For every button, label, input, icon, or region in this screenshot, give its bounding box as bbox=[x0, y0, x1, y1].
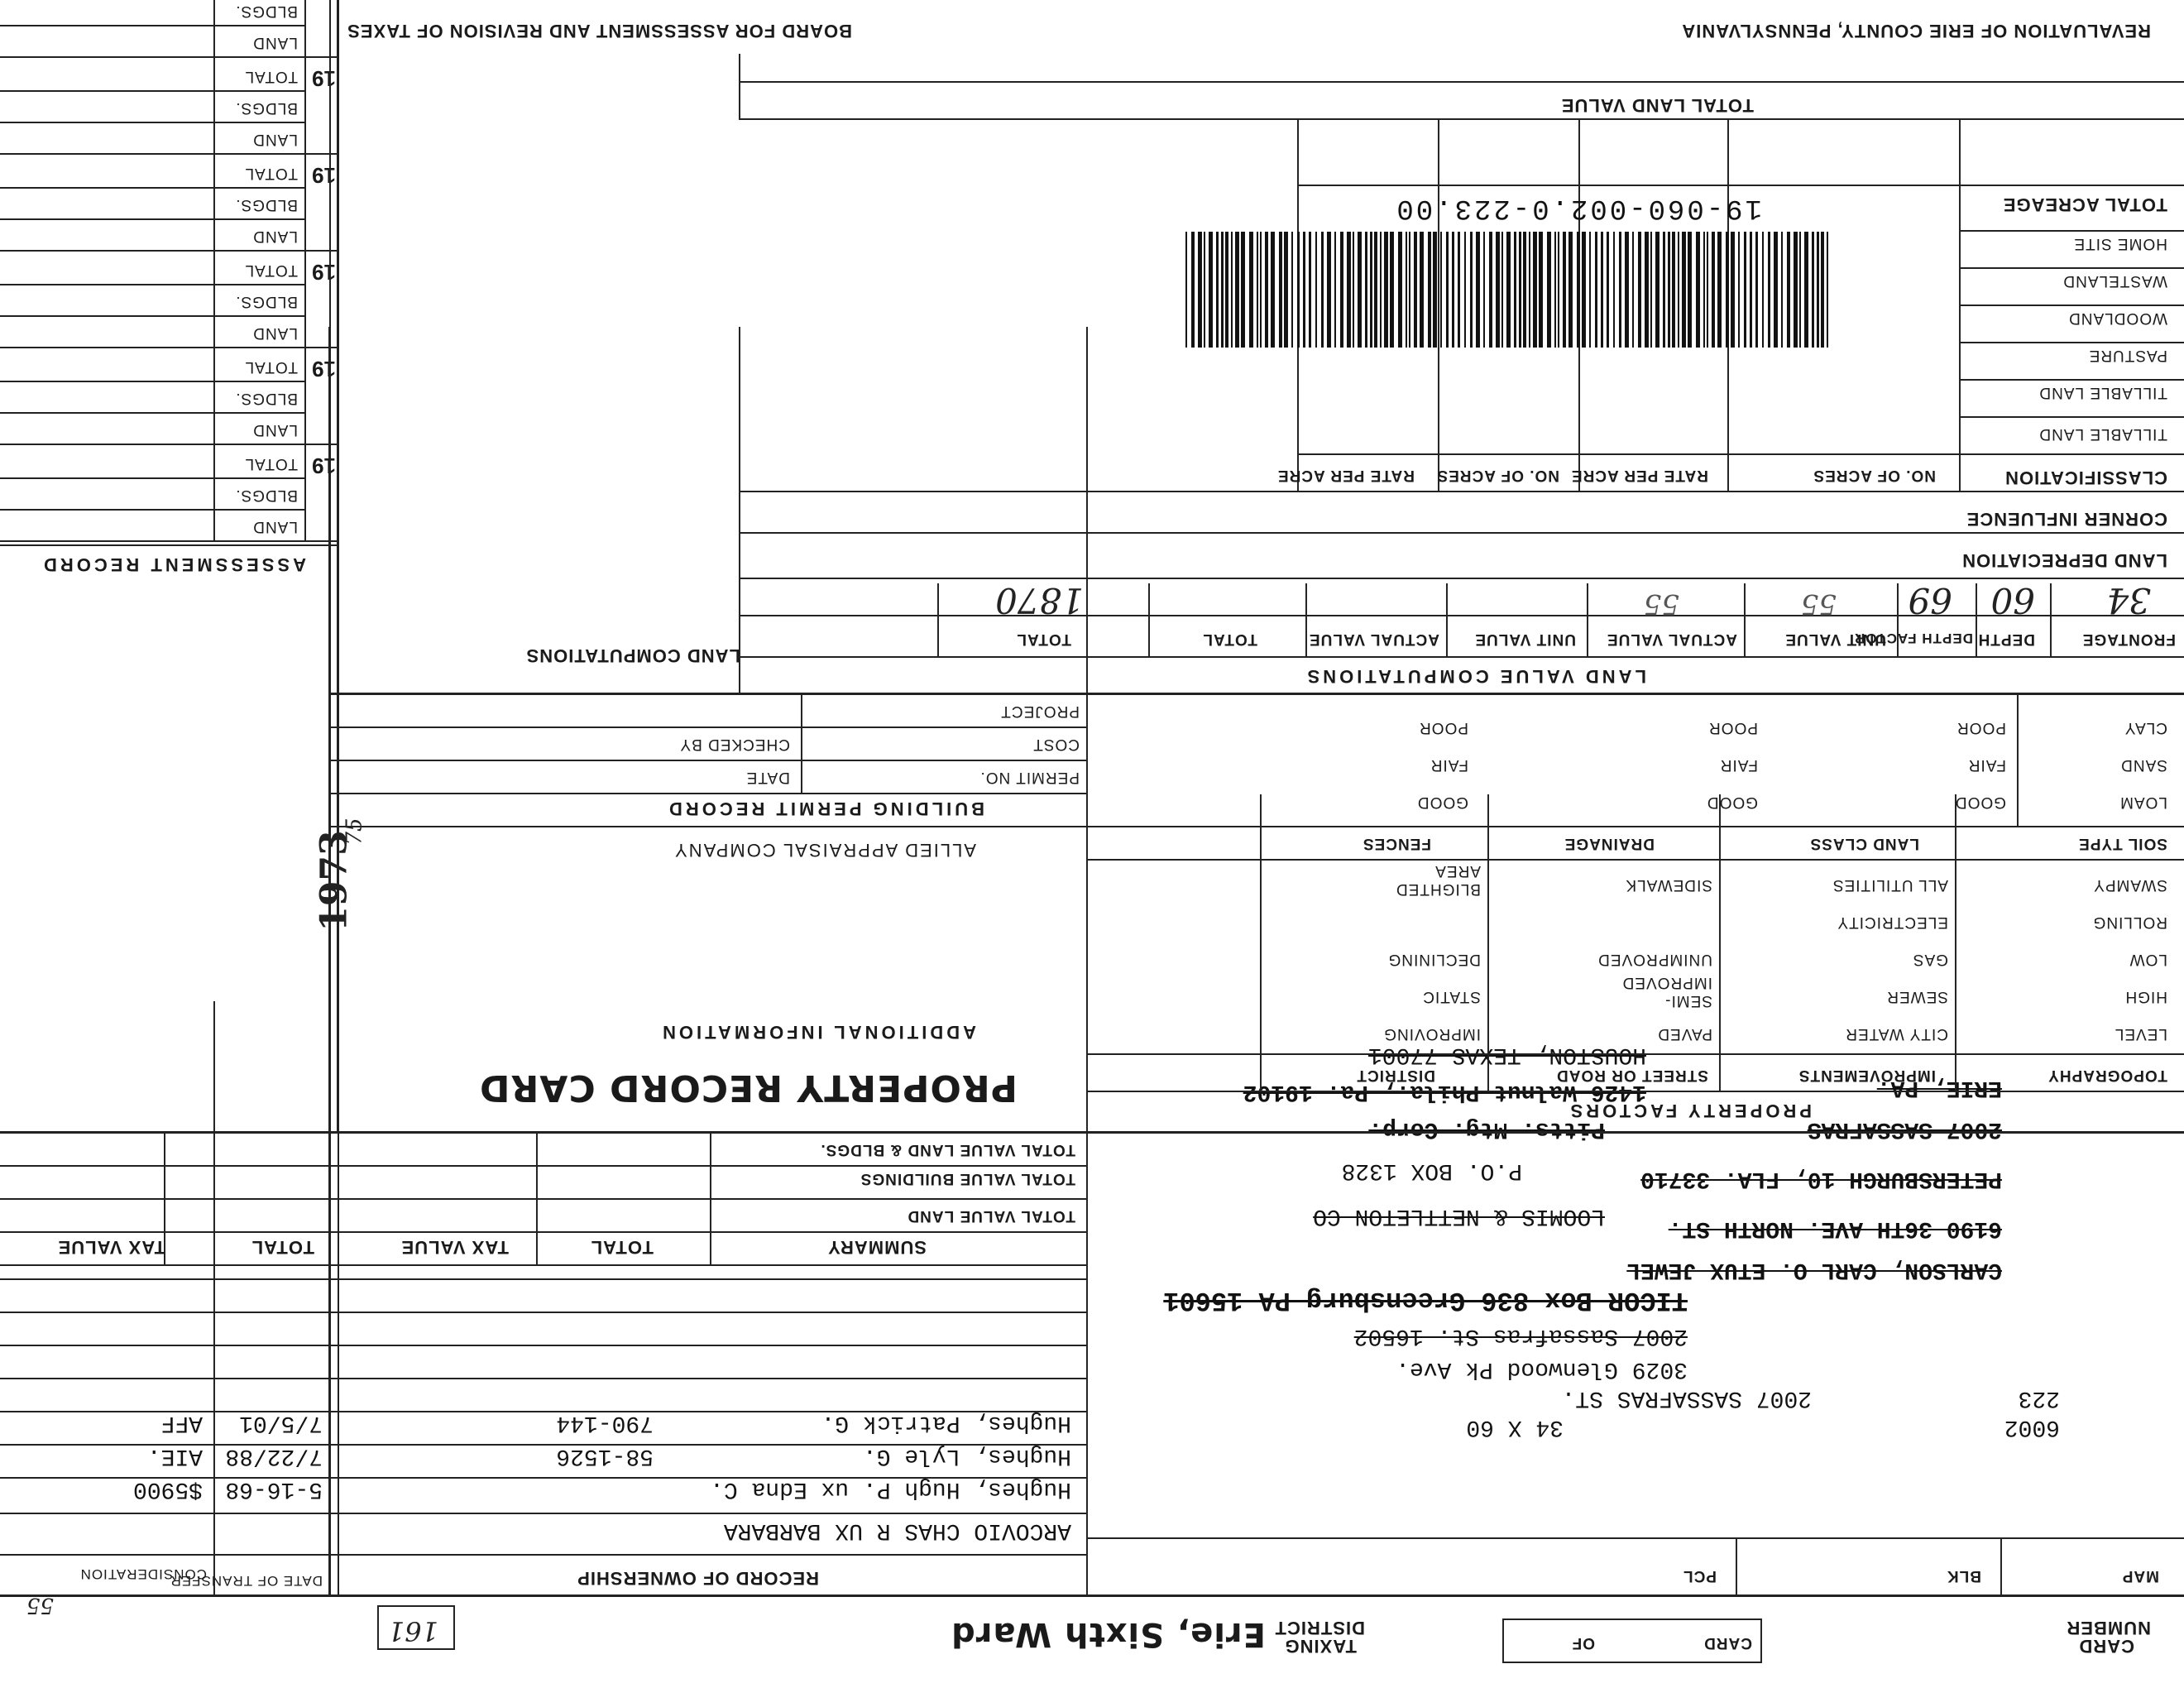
lv-col: DEPTH bbox=[1977, 631, 2035, 648]
assessment-row-label: BLDGS. bbox=[235, 99, 298, 117]
barcode-bar bbox=[1464, 232, 1466, 348]
transfer-date: 7/22/88 bbox=[225, 1443, 323, 1469]
barcode-bar bbox=[1265, 232, 1268, 348]
barcode-bar bbox=[1794, 232, 1798, 348]
corner-mark: 55 bbox=[26, 1593, 54, 1618]
barcode-bar bbox=[1696, 232, 1700, 348]
factor-col-district: DISTRICT bbox=[1356, 1067, 1435, 1084]
assessment-row-label: TOTAL bbox=[244, 165, 298, 182]
barcode-bar bbox=[1284, 232, 1288, 348]
barcode-bar bbox=[1489, 232, 1492, 348]
barcode-bar bbox=[1817, 232, 1819, 348]
owner-name: ARCOVIO CHAS R UX BARBARA bbox=[723, 1518, 1071, 1543]
barcode-bar bbox=[1625, 232, 1629, 348]
assessment-year-prefix: 19 bbox=[312, 66, 336, 91]
summary-tax-value-header: TAX VALUE bbox=[400, 1237, 509, 1258]
grade-item: FAIR bbox=[1430, 756, 1468, 774]
district-item: STATIC bbox=[1422, 988, 1481, 1005]
title-left: REVALUATION OF ERIE COUNTY, PENNSYLVANIA bbox=[1681, 21, 2151, 41]
grade-item: FAIR bbox=[1719, 756, 1758, 774]
summary-total-header-2: TOTAL bbox=[251, 1237, 314, 1258]
barcode-bar bbox=[1688, 232, 1692, 348]
total-land-value-label: TOTAL LAND VALUE bbox=[1560, 95, 1754, 116]
title-right: BOARD FOR ASSESSMENT AND REVISION OF TAXES bbox=[347, 21, 852, 41]
district-item: DECLINING bbox=[1387, 951, 1481, 968]
barcode-bar bbox=[1420, 232, 1424, 348]
property-record-card-title: PROPERTY RECORD CARD bbox=[478, 1067, 1018, 1109]
barcode-bar bbox=[1390, 232, 1394, 348]
barcode-bars bbox=[1175, 232, 1828, 348]
soil-item: LOAM bbox=[2119, 794, 2167, 811]
barcode-bar bbox=[1406, 232, 1407, 348]
classification-label: CLASSIFICATION bbox=[2004, 468, 2167, 488]
barcode-bar bbox=[1191, 232, 1195, 348]
barcode-bar bbox=[1235, 232, 1239, 348]
address-line: ERIE, PA. bbox=[1876, 1075, 2002, 1101]
barcode-bar bbox=[1781, 232, 1783, 348]
owner-name: Hughes, Patrick G. bbox=[821, 1410, 1071, 1436]
no-of-acres-label: NO. OF ACRES bbox=[1813, 467, 1936, 484]
barcode-bar bbox=[1582, 232, 1586, 348]
barcode-bar bbox=[1428, 232, 1431, 348]
barcode-bar bbox=[1347, 232, 1351, 348]
improvement-item: ALL UTILITIES bbox=[1832, 876, 1948, 894]
barcode-bar bbox=[1327, 232, 1331, 348]
topo-item: ROLLING bbox=[2092, 914, 2167, 931]
depth-factor-value: 69 bbox=[1908, 580, 1952, 621]
barcode-bar bbox=[1738, 232, 1740, 348]
assessment-year-block bbox=[0, 153, 339, 252]
barcode-bar bbox=[1353, 232, 1354, 348]
assessment-row-label: BLDGS. bbox=[235, 293, 298, 310]
assessment-row-label: TOTAL bbox=[244, 261, 298, 279]
assessment-row-label: LAND bbox=[252, 34, 298, 51]
assessment-row-label: TOTAL bbox=[244, 68, 298, 85]
barcode-bar bbox=[1804, 232, 1808, 348]
assessment-record-table bbox=[0, 0, 339, 542]
consideration-header: CONSIDERATION bbox=[79, 1566, 207, 1582]
district-item: IMPROVING bbox=[1383, 1025, 1481, 1043]
card-label: CARD bbox=[1703, 1634, 1752, 1652]
transfer-date: 5-16-68 bbox=[225, 1476, 323, 1502]
permit-cost-label: COST bbox=[1032, 736, 1080, 753]
barcode-bar bbox=[1812, 232, 1814, 348]
land-value-header: LAND VALUE COMPUTATIONS bbox=[1304, 666, 1646, 687]
lv-col: DEPTH FACTOR bbox=[1854, 631, 1973, 646]
street-item: PAVED bbox=[1657, 1025, 1712, 1043]
pcl-label: PCL bbox=[1683, 1567, 1717, 1585]
lv-col: FRONTAGE bbox=[2081, 631, 2176, 648]
barcode-bar bbox=[1712, 232, 1715, 348]
address-line: 2007 SASSAFRAS bbox=[1807, 1116, 2002, 1142]
address-list bbox=[1092, 819, 2002, 1382]
consideration: $5900 bbox=[132, 1476, 203, 1502]
barcode-bar bbox=[1297, 232, 1300, 348]
barcode-bar bbox=[1577, 232, 1580, 348]
barcode-bar bbox=[1547, 232, 1551, 348]
barcode-bar bbox=[1204, 232, 1205, 348]
barcode-text: 19-060-002.0-223.00 bbox=[1394, 192, 1762, 223]
barcode-bar bbox=[1607, 232, 1609, 348]
barcode-bar bbox=[1619, 232, 1621, 348]
lv-col: ACTUAL VALUE bbox=[1606, 631, 1737, 648]
barcode-bar bbox=[1539, 232, 1543, 348]
lv-col: TOTAL bbox=[1202, 631, 1257, 648]
land-value-column-row bbox=[740, 616, 2184, 658]
barcode-bar bbox=[1225, 232, 1228, 348]
barcode-bar bbox=[1774, 232, 1778, 348]
barcode-bar bbox=[1827, 232, 1828, 348]
barcode-bar bbox=[1595, 232, 1597, 348]
address-line: LOOMIS & NETTLETON CO bbox=[1313, 1203, 1605, 1229]
summary-row: TOTAL VALUE LAND bbox=[907, 1207, 1075, 1225]
permit-date-label: DATE bbox=[745, 769, 790, 786]
assessment-year-prefix: 19 bbox=[312, 453, 336, 478]
barcode-bar bbox=[1409, 232, 1410, 348]
rate-per-acre-label: RATE PER ACRE bbox=[1570, 467, 1708, 484]
land-computations-label: LAND COMPUTATIONS bbox=[525, 645, 740, 666]
improvement-item: GAS bbox=[1912, 951, 1948, 968]
acreage-row: TILLABLE LAND bbox=[2038, 425, 2167, 443]
assessment-year-block bbox=[0, 56, 339, 155]
barcode-bar bbox=[1216, 232, 1219, 348]
actual-value-1: 55 bbox=[1643, 587, 1679, 621]
grade-item: GOOD bbox=[1954, 794, 2006, 811]
ownership-header: RECORD OF OWNERSHIP bbox=[577, 1568, 819, 1589]
barcode-bar bbox=[1821, 232, 1824, 348]
factor-sub-drainage: DRAINAGE bbox=[1564, 835, 1655, 852]
barcode-bar bbox=[1744, 232, 1746, 348]
topo-item: HIGH bbox=[2124, 988, 2167, 1005]
barcode-bar bbox=[1446, 232, 1449, 348]
topo-item: LEVEL bbox=[2114, 1025, 2167, 1043]
barcode-bar bbox=[1440, 232, 1442, 348]
street-item: UNIMPROVED bbox=[1597, 951, 1712, 968]
grade-item: POOR bbox=[1708, 719, 1758, 736]
improvement-item: CITY WATER bbox=[1845, 1025, 1948, 1043]
barcode-bar bbox=[1315, 232, 1317, 348]
topo-item: LOW bbox=[2129, 951, 2167, 968]
no-of-acres-label-2: NO. OF ACRES bbox=[1436, 467, 1559, 484]
barcode-bar bbox=[1533, 232, 1537, 348]
barcode-bar bbox=[1365, 232, 1367, 348]
owner-name: Hughes, Hugh P. ux Edna C. bbox=[710, 1476, 1071, 1502]
assessment-year-block bbox=[0, 0, 339, 58]
transfer-date: 7/5/01 bbox=[239, 1410, 323, 1436]
barcode-bar bbox=[1672, 232, 1675, 348]
building-permit-header: BUILDING PERMIT RECORD bbox=[666, 798, 984, 819]
address-line: Pitts. Mtg. Corp. bbox=[1368, 1116, 1605, 1142]
assessment-row-label: BLDGS. bbox=[235, 2, 298, 20]
barcode-bar bbox=[1231, 232, 1233, 348]
barcode-bar bbox=[1762, 232, 1764, 348]
summary-tax-value-header-2: TAX VALUE bbox=[57, 1237, 165, 1258]
barcode-bar bbox=[1340, 232, 1343, 348]
barcode-bar bbox=[1470, 232, 1473, 348]
parcel-barcode bbox=[1001, 174, 1828, 364]
barcode-bar bbox=[1291, 232, 1293, 348]
factor-col-improvements: IMPROVEMENTS bbox=[1798, 1067, 1936, 1084]
soil-item: SAND bbox=[2120, 756, 2167, 774]
parcel-number: 223 bbox=[2018, 1385, 2060, 1411]
assessment-row-label: TOTAL bbox=[244, 455, 298, 472]
additional-info-header: ADDITIONAL INFORMATION bbox=[659, 1022, 976, 1043]
acreage-row: PASTURE bbox=[2088, 347, 2167, 364]
unit-value-1: 55 bbox=[1800, 587, 1837, 621]
address-line: 6190 36TH AVE. NORTH ST. bbox=[1668, 1216, 2002, 1241]
assessment-year-block bbox=[0, 250, 339, 348]
barcode-bar bbox=[1650, 232, 1652, 348]
assessment-year-block bbox=[0, 444, 339, 542]
parcel-dimensions: 34 X 60 bbox=[1466, 1414, 1564, 1440]
frontage-value: 34 bbox=[2106, 580, 2151, 621]
barcode-bar bbox=[1241, 232, 1245, 348]
deed-book: 790-144 bbox=[556, 1410, 654, 1436]
consideration: AIE. bbox=[146, 1443, 203, 1469]
assessment-handwritten-year: 1973 bbox=[313, 830, 356, 932]
land-total-value: 1870 bbox=[995, 580, 1084, 621]
barcode-bar bbox=[1703, 232, 1705, 348]
acreage-row: TOTAL ACREAGE bbox=[2002, 194, 2167, 215]
address-line: PETERSBURGH 10, FLA. 33710 bbox=[1640, 1166, 2002, 1192]
barcode-bar bbox=[1589, 232, 1591, 348]
barcode-bar bbox=[1678, 232, 1679, 348]
lv-col: ACTUAL VALUE bbox=[1308, 631, 1439, 648]
address-line: 3029 Glenwood Pk Ave. bbox=[1396, 1356, 1688, 1382]
barcode-bar bbox=[1334, 232, 1336, 348]
address-line: 1426 Walnut Phila., Pa. 19102 bbox=[1243, 1079, 1646, 1105]
grade-item: POOR bbox=[1956, 719, 2006, 736]
assessment-row-label: LAND bbox=[252, 324, 298, 342]
improvement-item: ELECTRICITY bbox=[1837, 914, 1948, 931]
assessment-year-block bbox=[0, 347, 339, 445]
allied-appraisal-company: ALLIED APPRAISAL COMPANY bbox=[673, 840, 976, 861]
assessment-row-label: BLDGS. bbox=[235, 196, 298, 213]
deed-book: 58-1526 bbox=[556, 1443, 654, 1469]
barcode-bar bbox=[1755, 232, 1758, 348]
barcode-bar bbox=[1221, 232, 1224, 348]
barcode-bar bbox=[1502, 232, 1503, 348]
assessment-row-label: LAND bbox=[252, 228, 298, 245]
factor-col-topography: TOPOGRAPHY bbox=[2048, 1067, 2167, 1084]
barcode-bar bbox=[1554, 232, 1556, 348]
barcode-bar bbox=[1309, 232, 1311, 348]
assessment-year-prefix: 19 bbox=[312, 260, 336, 285]
improvement-item: SEWER bbox=[1886, 988, 1948, 1005]
barcode-bar bbox=[1380, 232, 1382, 348]
factor-sub-soil: SOIL TYPE bbox=[2078, 835, 2167, 852]
acreage-row: TILLABLE LAND bbox=[2038, 384, 2167, 401]
barcode-bar bbox=[1209, 232, 1213, 348]
barcode-bar bbox=[1558, 232, 1559, 348]
date-of-transfer-header: DATE OF TRANSFER bbox=[170, 1573, 323, 1589]
district-item: BLIGHTED AREA bbox=[1395, 862, 1481, 898]
permit-project-label: PROJECT bbox=[1000, 703, 1080, 720]
barcode-bar bbox=[1645, 232, 1649, 348]
barcode-bar bbox=[1613, 232, 1615, 348]
barcode-bar bbox=[1632, 232, 1634, 348]
grade-item: GOOD bbox=[1706, 794, 1758, 811]
grade-item: FAIR bbox=[1967, 756, 2006, 774]
address-line: CARLSON, CARL O. ETUX JEWEL bbox=[1626, 1257, 2002, 1283]
barcode-bar bbox=[1717, 232, 1722, 348]
barcode-bar bbox=[1458, 232, 1460, 348]
barcode-bar bbox=[1726, 232, 1729, 348]
taxing-label-1: TAXING bbox=[1284, 1636, 1357, 1657]
district-stamp-number: 161 bbox=[387, 1615, 438, 1647]
summary-row: TOTAL VALUE BUILDINGS bbox=[860, 1170, 1075, 1187]
map-label: MAP bbox=[2121, 1567, 2159, 1585]
assessment-handwritten-value: 75 bbox=[342, 818, 367, 846]
lv-col: UNIT VALUE bbox=[1474, 631, 1576, 648]
assessment-row-label: LAND bbox=[252, 518, 298, 535]
barcode-bar bbox=[1303, 232, 1305, 348]
consideration: AFF bbox=[160, 1410, 203, 1436]
barcode-bar bbox=[1496, 232, 1500, 348]
street-item: SIDEWALK bbox=[1625, 876, 1712, 894]
assessment-row-label: LAND bbox=[252, 421, 298, 439]
barcode-bar bbox=[1799, 232, 1801, 348]
barcode-bar bbox=[1750, 232, 1752, 348]
summary-total-header: TOTAL bbox=[590, 1237, 654, 1258]
topo-item: SWAMPY bbox=[2093, 876, 2167, 894]
barcode-bar bbox=[1249, 232, 1253, 348]
corner-influence-label: CORNER INFLUENCE bbox=[1966, 509, 2167, 530]
assessment-header: ASSESSMENT RECORD bbox=[40, 554, 306, 575]
assessment-row-label: BLDGS. bbox=[235, 487, 298, 504]
barcode-bar bbox=[1638, 232, 1641, 348]
grade-item: GOOD bbox=[1416, 794, 1468, 811]
parcel-id-left: 6002 bbox=[2004, 1414, 2060, 1440]
barcode-bar bbox=[1506, 232, 1511, 348]
barcode-bar bbox=[1663, 232, 1665, 348]
barcode-bar bbox=[1787, 232, 1790, 348]
lv-col: UNIT VALUE bbox=[1784, 631, 1886, 648]
acreage-row: WOODLAND bbox=[2068, 309, 2167, 327]
district-stamp-box bbox=[377, 1605, 455, 1650]
barcode-bar bbox=[1433, 232, 1437, 348]
owner-name: Hughes, Lyle G. bbox=[862, 1443, 1071, 1469]
barcode-bar bbox=[1271, 232, 1275, 348]
grade-item: POOR bbox=[1419, 719, 1468, 736]
barcode-bar bbox=[1707, 232, 1708, 348]
summary-header: SUMMARY bbox=[827, 1237, 927, 1258]
permit-no-label: PERMIT NO. bbox=[979, 769, 1080, 786]
taxing-district-value: Erie, Sixth Ward bbox=[951, 1615, 1266, 1653]
barcode-bar bbox=[1358, 232, 1362, 348]
of-label: OF bbox=[1571, 1634, 1595, 1652]
barcode-bar bbox=[1514, 232, 1516, 348]
barcode-bar bbox=[1563, 232, 1566, 348]
barcode-bar bbox=[1384, 232, 1388, 348]
acreage-row: HOME SITE bbox=[2073, 235, 2167, 252]
acreage-row: WASTELAND bbox=[2062, 272, 2167, 290]
factor-sub-fences: FENCES bbox=[1362, 835, 1431, 852]
assessment-year-prefix: 19 bbox=[312, 163, 336, 188]
barcode-bar bbox=[1185, 232, 1187, 348]
assessment-row-label: LAND bbox=[252, 131, 298, 148]
card-number-label-2: NUMBER bbox=[2066, 1618, 2151, 1638]
barcode-bar bbox=[1452, 232, 1454, 348]
barcode-bar bbox=[1414, 232, 1417, 348]
barcode-bar bbox=[1601, 232, 1603, 348]
barcode-bar bbox=[1731, 232, 1735, 348]
assessment-year-prefix: 19 bbox=[312, 357, 336, 381]
barcode-bar bbox=[1398, 232, 1402, 348]
barcode-bar bbox=[1569, 232, 1573, 348]
address-line: TICOR Box 836 Greensburg PA 15601 bbox=[1163, 1285, 1688, 1316]
card-of-box bbox=[1502, 1618, 1762, 1663]
rate-per-acre-label-2: RATE PER ACRE bbox=[1276, 467, 1415, 484]
barcode-bar bbox=[1668, 232, 1670, 348]
address-line: P.O. BOX 1328 bbox=[1341, 1158, 1522, 1183]
blk-label: BLK bbox=[1946, 1567, 1981, 1585]
assessment-row-label: TOTAL bbox=[244, 358, 298, 376]
barcode-bar bbox=[1260, 232, 1262, 348]
barcode-bar bbox=[1257, 232, 1258, 348]
barcode-bar bbox=[1682, 232, 1686, 348]
address-line: 2007 Sassafras St. 16502 bbox=[1353, 1323, 1688, 1349]
barcode-bar bbox=[1519, 232, 1521, 348]
assessment-row-label: BLDGS. bbox=[235, 390, 298, 407]
barcode-bar bbox=[1529, 232, 1530, 348]
barcode-bar bbox=[1321, 232, 1324, 348]
barcode-bar bbox=[1483, 232, 1485, 348]
property-factors-header: PROPERTY FACTORS bbox=[1567, 1101, 1812, 1121]
address-line: HOUSTON, TEXAS 77001 bbox=[1367, 1042, 1646, 1067]
parcel-address: 2007 SASSAFRAS ST. bbox=[1561, 1385, 1812, 1411]
card-number-label-1: CARD bbox=[2078, 1636, 2134, 1657]
barcode-bar bbox=[1370, 232, 1372, 348]
barcode-bar bbox=[1198, 232, 1202, 348]
barcode-bar bbox=[1523, 232, 1526, 348]
factor-sub-land-class: LAND CLASS bbox=[1809, 835, 1919, 852]
summary-row: TOTAL VALUE LAND & BLDGS. bbox=[820, 1141, 1075, 1158]
barcode-bar bbox=[1476, 232, 1480, 348]
barcode-bar bbox=[1374, 232, 1377, 348]
depth-value: 60 bbox=[1990, 580, 2035, 621]
lv-col: TOTAL bbox=[1016, 631, 1071, 648]
barcode-bar bbox=[1768, 232, 1770, 348]
taxing-label-2: DISTRICT bbox=[1274, 1618, 1365, 1638]
street-item: SEMI-IMPROVED bbox=[1621, 974, 1712, 1009]
factor-col-street: STREET OR ROAD bbox=[1556, 1067, 1708, 1084]
permit-checked-by-label: CHECKED BY bbox=[679, 736, 790, 753]
land-depreciation-label: LAND DEPRECIATION bbox=[1961, 550, 2167, 571]
barcode-bar bbox=[1655, 232, 1660, 348]
barcode-bar bbox=[1279, 232, 1282, 348]
soil-item: CLAY bbox=[2124, 719, 2167, 736]
